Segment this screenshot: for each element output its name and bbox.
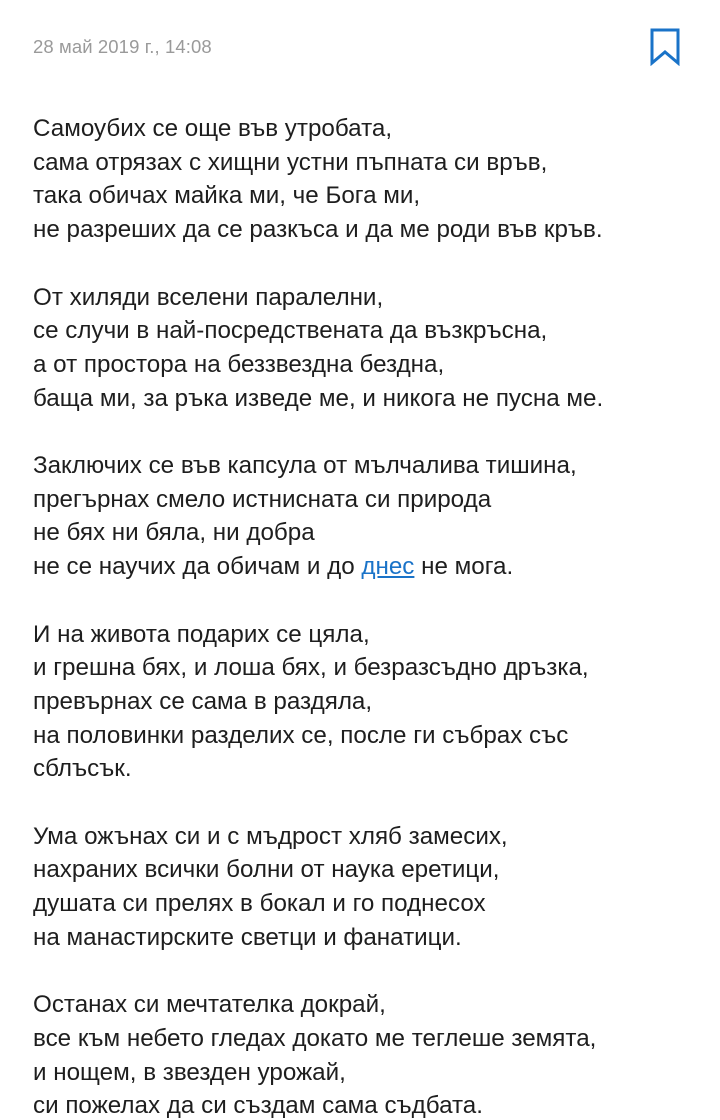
poem-line: все към небето гледах докато ме теглеше земята, [33, 1024, 597, 1052]
poem-line: превърнах се сама в раздяла, [33, 687, 373, 715]
poem-line: не разреших да се разкъса и да ме роди във кръв. [33, 216, 603, 244]
poem-line: и грешна бях, и лоша бях, и безразсъдно дръзка, [33, 654, 589, 682]
poem-line: Заключих се във капсула от мълчалива тишина, [33, 452, 577, 479]
poem-line: баща ми, за ръка изведе ме, и никога не пусна ме. [33, 384, 604, 412]
poem-body [33, 112, 703, 1120]
poem-line: и нощем, в звезден урожай, [33, 1058, 346, 1086]
stanza [33, 988, 703, 1120]
stanza [33, 449, 703, 584]
bookmark-icon [649, 28, 681, 66]
poem-line: Останах си мечтателка докрай, [33, 991, 386, 1019]
poem-line: не бях ни бяла, ни добра [33, 519, 315, 547]
poem-line: душата си прелях в бокал и го поднесох [33, 890, 486, 918]
poem-line-with-link [33, 550, 703, 584]
keyword-link[interactable]: днес [361, 553, 415, 581]
line-text-before-link: не се научих да обичам и до [33, 553, 362, 581]
stanza [33, 281, 703, 416]
poem-line: От хиляди вселени паралелни, [33, 283, 384, 311]
poem-line: така обичах майка ми, че Бога ми, [33, 182, 421, 210]
poem-line: Ума ожънах си и с мъдрост хляб замесих, [33, 822, 508, 850]
line-text-after-link: не мога. [414, 553, 514, 581]
poem-line: си пожелах да си създам сама съдбата. [33, 1092, 483, 1120]
poem-line: прегърнах смело истнисната си природа [33, 485, 492, 513]
bookmark-button[interactable] [649, 28, 681, 66]
poem-line: на половинки разделих се, после ги събрах със [33, 721, 569, 749]
stanza [33, 112, 703, 247]
poem-line: сама отрязах с хищни устни пъпната си връв, [33, 148, 548, 176]
poem-line: а от простора на беззвездна бездна, [33, 350, 445, 378]
poem-line: нахраних всички болни от наука еретици, [33, 856, 500, 884]
stanza [33, 820, 703, 955]
post-timestamp: 28 май 2019 г., 14:08 [33, 36, 212, 57]
poem-line: Самоубих се още във утробата, [33, 115, 393, 142]
poem-line: И на живота подарих се цяла, [33, 620, 370, 648]
poem-line: се случи в най-посредствената да възкръсна, [33, 317, 548, 345]
poem-line: сблъсък. [33, 755, 132, 783]
poem-line: на манастирските светци и фанатици. [33, 923, 462, 951]
stanza [33, 618, 703, 787]
post-header [0, 0, 720, 100]
